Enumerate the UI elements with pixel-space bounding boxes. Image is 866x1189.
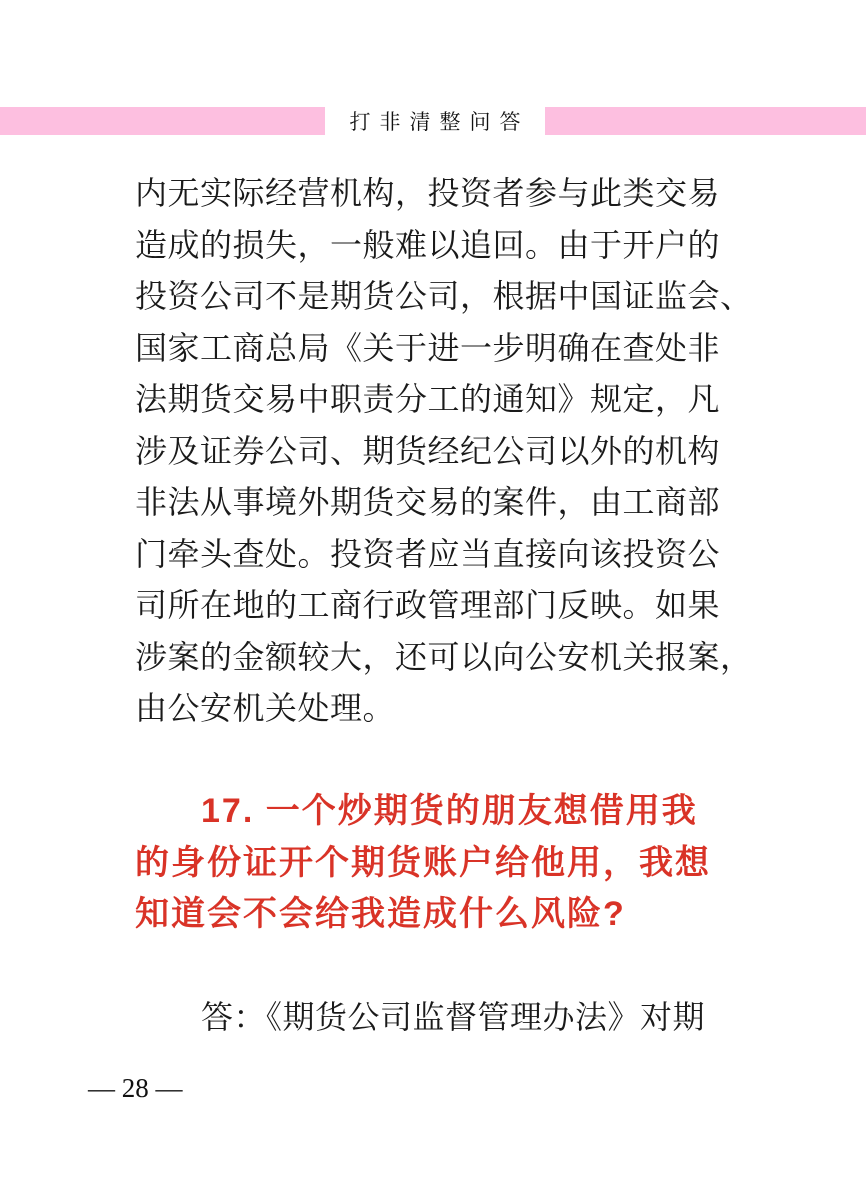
body-line: 国家工商总局《关于进一步明确在查处非 <box>135 329 721 366</box>
question-heading-line: 17. 一个炒期货的朋友想借用我 <box>201 792 698 830</box>
blank-line <box>135 941 755 993</box>
body-line: 造成的损失，一般难以追回。由于开户的 <box>135 226 721 263</box>
body-line: 投资公司不是期货公司，根据中国证监会、 <box>135 278 753 314</box>
answer-line: 答：《期货公司监督管理办法》对期 <box>201 999 706 1035</box>
body-line: 由公安机关处理。 <box>135 690 396 726</box>
running-title: 打非清整问答 <box>349 110 530 134</box>
question-heading-line: 的身份证开个期货账户给他用，我想 <box>135 843 711 882</box>
body-line: 涉及证券公司、期货经纪公司以外的机构 <box>135 432 721 469</box>
body-line: 非法从事境外期货交易的案件，由工商部 <box>135 484 721 520</box>
body-line: 涉案的金额较大，还可以向公安机关报案， <box>135 638 753 675</box>
header-title-box <box>325 105 545 137</box>
blank-line <box>135 735 755 787</box>
text-block <box>135 168 755 1044</box>
body-line: 内无实际经营机构，投资者参与此类交易 <box>135 175 721 211</box>
page-number: — 28 — <box>88 1073 183 1103</box>
body-line: 门牵头查处。投资者应当直接向该投资公 <box>135 535 721 572</box>
question-heading-line: 知道会不会给我造成什么风险? <box>135 895 626 933</box>
body-line: 司所在地的工商行政管理部门反映。如果 <box>135 587 721 623</box>
body-line: 法期货交易中职责分工的通知》规定，凡 <box>135 381 721 417</box>
